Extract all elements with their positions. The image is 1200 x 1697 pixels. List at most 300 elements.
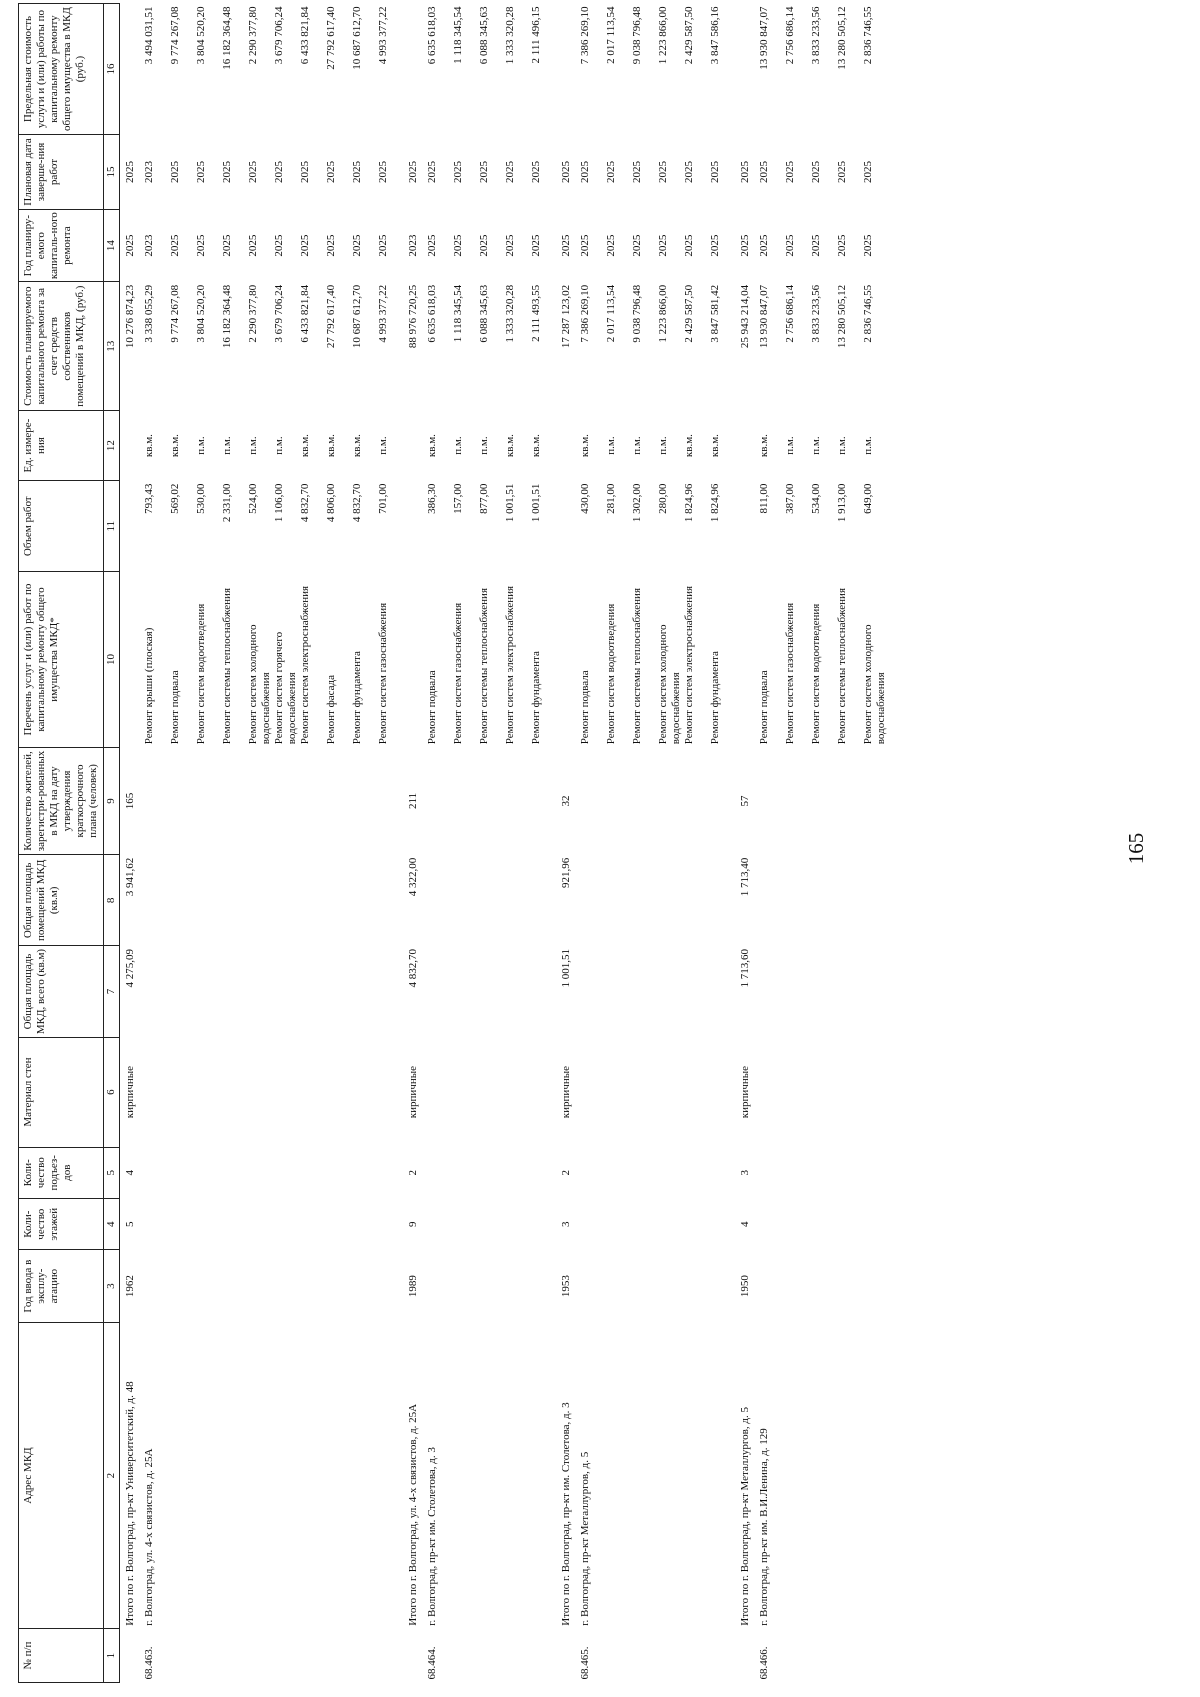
work-end-cell <box>420 135 556 210</box>
work-cost: 3 338 055,29 <box>143 284 155 343</box>
work-limit: 13 930 847,07 <box>758 6 770 70</box>
column-number: 15 <box>104 135 120 210</box>
work-volume: 1 302,00 <box>631 483 643 523</box>
work-limit: 3 833 233,56 <box>810 6 822 65</box>
floors: 3 <box>560 1221 572 1227</box>
work-name: Ремонт систем водоотведения <box>605 603 617 745</box>
work-volume: 157,00 <box>452 483 464 514</box>
work-cost: 13 930 847,07 <box>758 284 770 349</box>
work-end: 2025 <box>631 160 643 183</box>
work-end: 2025 <box>247 160 259 183</box>
entrances: 2 <box>407 1170 419 1176</box>
area-total: 4 275,09 <box>124 948 136 988</box>
work-cost: 7 386 269,10 <box>579 284 591 343</box>
work-cost-cell <box>137 282 403 411</box>
area-rooms: 4 322,00 <box>407 857 419 897</box>
work-cost: 2 836 746,55 <box>862 284 874 343</box>
work-name: Ремонт системы теплоснабжения <box>478 588 490 745</box>
object-address: г. Волгоград, ул. 4-х связистов, д. 25А <box>143 1448 155 1626</box>
work-volume-cell <box>137 481 403 572</box>
column-number: 6 <box>104 1037 120 1147</box>
work-volume-cell <box>573 481 735 572</box>
work-limit: 2 017 113,54 <box>605 6 617 64</box>
work-end-cell <box>573 135 735 210</box>
work-cost: 2 111 493,55 <box>530 284 542 342</box>
work-cost: 27 792 617,40 <box>325 284 337 349</box>
summary-row <box>735 4 752 1683</box>
work-limit: 1 118 345,54 <box>452 6 464 64</box>
column-number: 1 <box>104 1629 120 1683</box>
work-limit-cell <box>752 4 888 135</box>
work-cost: 16 182 364,48 <box>221 284 233 349</box>
work-name: Ремонт систем водоотведения <box>195 603 207 745</box>
work-year-cell <box>752 209 888 281</box>
column-number: 5 <box>104 1147 120 1198</box>
table-body <box>120 4 889 1683</box>
work-volume: 4 832,70 <box>351 483 363 523</box>
work-volume: 386,30 <box>426 483 438 514</box>
area-total: 4 832,70 <box>407 948 419 988</box>
work-year: 2025 <box>247 234 259 257</box>
work-limit: 2 111 496,15 <box>530 6 542 64</box>
column-number: 12 <box>104 410 120 480</box>
work-name-cell <box>420 572 556 747</box>
summary-address: Итого по г. Волгоград, пр-кт им. Столетова, д. 3 <box>560 1402 572 1626</box>
area-total: 1 001,51 <box>560 948 572 988</box>
work-unit: кв.м. <box>709 434 721 458</box>
work-year-cell <box>420 209 556 281</box>
work-unit: п.м. <box>657 436 669 455</box>
work-cost: 6 433 821,84 <box>299 284 311 343</box>
work-cost-cell <box>573 282 735 411</box>
work-year: 2025 <box>631 234 643 257</box>
object-row <box>420 4 556 1683</box>
object-row <box>137 4 403 1683</box>
work-cost: 2 756 686,14 <box>784 284 796 343</box>
work-year-cell <box>573 209 735 281</box>
summary-address: Итого по г. Волгоград, ул. 4-х связистов, д. 25А <box>407 1403 419 1626</box>
column-number: 3 <box>104 1250 120 1322</box>
work-limit: 3 804 520,20 <box>195 6 207 65</box>
work-limit: 2 429 587,50 <box>683 6 695 65</box>
floors: 9 <box>407 1221 419 1227</box>
work-unit: кв.м. <box>579 434 591 458</box>
work-end: 2025 <box>504 160 516 183</box>
column-header: Общая площадь МКД, всего (кв.м) <box>19 946 104 1037</box>
repair-plan-table <box>18 3 888 1683</box>
plan-year: 2023 <box>407 234 419 257</box>
end-date: 2025 <box>739 160 751 183</box>
work-end: 2025 <box>784 160 796 183</box>
work-limit: 7 386 269,10 <box>579 6 591 65</box>
work-unit: п.м. <box>631 436 643 455</box>
plan-year: 2025 <box>560 234 572 257</box>
work-unit: кв.м. <box>169 434 181 458</box>
work-end: 2025 <box>169 160 181 183</box>
work-limit: 4 993 377,22 <box>377 6 389 65</box>
work-end: 2025 <box>221 160 233 183</box>
work-limit: 16 182 364,48 <box>221 6 233 70</box>
work-cost: 1 223 866,00 <box>657 284 669 343</box>
row-number: 68.463. <box>143 1646 155 1680</box>
object-row <box>573 4 735 1683</box>
work-volume: 4 832,70 <box>299 483 311 523</box>
work-name: Ремонт систем горячего водоснабжения <box>273 631 298 745</box>
column-header: Перечень услуг и (или) работ по капитальному ремонту общего имущества МКД* <box>19 572 104 747</box>
column-header: Коли-чество подъез-дов <box>19 1147 104 1198</box>
work-cost: 1 118 345,54 <box>452 284 464 343</box>
work-year-cell <box>137 209 403 281</box>
work-limit: 1 333 320,28 <box>504 6 516 65</box>
work-year: 2025 <box>836 234 848 257</box>
work-unit: кв.м. <box>758 434 770 458</box>
end-date: 2025 <box>124 160 136 183</box>
work-name: Ремонт систем газоснабжения <box>452 602 464 745</box>
work-name: Ремонт систем холодного водоснабжения <box>862 624 887 745</box>
work-year: 2025 <box>325 234 337 257</box>
work-end: 2025 <box>530 160 542 183</box>
work-limit: 3 679 706,24 <box>273 6 285 65</box>
work-cost: 3 833 233,56 <box>810 284 822 343</box>
wall-material: кирпичные <box>560 1065 572 1119</box>
column-header: Коли-чество этажей <box>19 1198 104 1249</box>
work-name: Ремонт фундамента <box>530 651 542 745</box>
column-header: Объем работ <box>19 481 104 572</box>
work-volume: 2 331,00 <box>221 483 233 523</box>
area-rooms: 3 941,62 <box>124 857 136 897</box>
work-volume: 530,00 <box>195 483 207 514</box>
work-cost-cell <box>420 282 556 411</box>
work-year: 2025 <box>709 234 721 257</box>
work-name: Ремонт систем холодного водоснабжения <box>657 624 682 745</box>
work-cost: 4 993 377,22 <box>377 284 389 343</box>
summary-address: Итого по г. Волгоград, пр-кт Металлургов, д. 5 <box>739 1407 751 1626</box>
work-cost: 3 679 706,24 <box>273 284 285 343</box>
work-end-cell <box>752 135 888 210</box>
work-limit: 2 290 377,80 <box>247 6 259 65</box>
object-row <box>752 4 888 1683</box>
column-header: Плановая дата заверше-ния работ <box>19 135 104 210</box>
work-volume: 811,00 <box>758 483 770 514</box>
work-unit: п.м. <box>784 436 796 455</box>
work-unit: п.м. <box>810 436 822 455</box>
row-number: 68.466. <box>758 1646 770 1680</box>
work-end: 2025 <box>299 160 311 183</box>
work-name: Ремонт систем холодного водоснабжения <box>247 624 272 745</box>
work-volume: 524,00 <box>247 483 259 514</box>
work-volume: 4 806,00 <box>325 483 337 523</box>
plan-year: 2025 <box>739 234 751 257</box>
work-name: Ремонт систем электроснабжения <box>504 585 516 745</box>
work-cost: 10 687 612,70 <box>351 284 363 349</box>
work-unit: п.м. <box>478 436 490 455</box>
work-volume: 1 824,96 <box>683 483 695 523</box>
work-end: 2025 <box>683 160 695 183</box>
work-volume: 649,00 <box>862 483 874 514</box>
work-year: 2025 <box>195 234 207 257</box>
work-end: 2025 <box>426 160 438 183</box>
work-end: 2025 <box>605 160 617 183</box>
work-volume: 569,02 <box>169 483 181 514</box>
work-limit: 13 280 505,12 <box>836 6 848 70</box>
work-year: 2025 <box>579 234 591 257</box>
work-year: 2025 <box>530 234 542 257</box>
work-name: Ремонт систем водоотведения <box>810 603 822 745</box>
work-year: 2025 <box>605 234 617 257</box>
wall-material: кирпичные <box>124 1065 136 1119</box>
work-cost: 2 429 587,50 <box>683 284 695 343</box>
work-limit: 6 433 821,84 <box>299 6 311 65</box>
work-cost: 6 635 618,03 <box>426 284 438 343</box>
work-limit: 6 635 618,03 <box>426 6 438 65</box>
work-unit: п.м. <box>377 436 389 455</box>
work-limit: 2 836 746,55 <box>862 6 874 65</box>
work-year: 2025 <box>426 234 438 257</box>
work-unit: п.м. <box>273 436 285 455</box>
row-number: 68.465. <box>579 1646 591 1680</box>
work-cost: 3 847 581,42 <box>709 284 721 343</box>
work-year: 2025 <box>758 234 770 257</box>
total-cost: 25 943 214,04 <box>739 284 751 349</box>
work-name-cell <box>752 572 888 747</box>
work-end: 2025 <box>709 160 721 183</box>
entrances: 3 <box>739 1170 751 1176</box>
work-volume: 1 824,96 <box>709 483 721 523</box>
work-limit: 1 223 866,00 <box>657 6 669 65</box>
area-total: 1 713,60 <box>739 948 751 988</box>
wall-material: кирпичные <box>407 1065 419 1119</box>
work-name: Ремонт системы теплоснабжения <box>221 588 233 745</box>
work-name: Ремонт систем газоснабжения <box>377 602 389 745</box>
work-cost: 2 290 377,80 <box>247 284 259 343</box>
column-header: Количество жителей, зарегистри-рованных в МКД на дату утверждения краткосрочного плана (человек) <box>19 747 104 855</box>
work-end: 2025 <box>325 160 337 183</box>
work-volume: 430,00 <box>579 483 591 514</box>
work-year: 2025 <box>452 234 464 257</box>
column-number: 11 <box>104 481 120 572</box>
work-unit: кв.м. <box>426 434 438 458</box>
year-built: 1989 <box>407 1275 419 1298</box>
work-year: 2025 <box>377 234 389 257</box>
work-volume: 281,00 <box>605 483 617 514</box>
work-end: 2025 <box>758 160 770 183</box>
work-year: 2025 <box>504 234 516 257</box>
wall-material: кирпичные <box>739 1065 751 1119</box>
work-limit-cell <box>420 4 556 135</box>
entrances: 2 <box>560 1170 572 1176</box>
work-name: Ремонт подвала <box>426 670 438 745</box>
work-volume: 1 001,51 <box>504 483 516 523</box>
work-end: 2025 <box>273 160 285 183</box>
column-header: Адрес МКД <box>19 1322 104 1628</box>
work-end: 2025 <box>862 160 874 183</box>
work-name: Ремонт системы теплоснабжения <box>836 588 848 745</box>
work-limit: 27 792 617,40 <box>325 6 337 70</box>
work-year: 2025 <box>299 234 311 257</box>
work-year: 2025 <box>221 234 233 257</box>
work-unit: кв.м. <box>530 434 542 458</box>
plan-year: 2025 <box>124 234 136 257</box>
column-number: 13 <box>104 282 120 411</box>
work-unit: п.м. <box>247 436 259 455</box>
work-limit: 10 687 612,70 <box>351 6 363 70</box>
work-limit-cell <box>137 4 403 135</box>
entrances: 4 <box>124 1170 136 1176</box>
summary-row <box>403 4 420 1683</box>
work-unit: кв.м. <box>143 434 155 458</box>
total-cost: 17 287 123,02 <box>560 284 572 349</box>
column-header: № п/п <box>19 1629 104 1683</box>
work-volume: 1 913,00 <box>836 483 848 523</box>
work-unit: кв.м. <box>683 434 695 458</box>
column-header: Стоимость планируемого капитального ремонта за счет средств собственников помещений в МКД, (руб.) <box>19 282 104 411</box>
work-end: 2025 <box>579 160 591 183</box>
work-name: Ремонт фасада <box>325 675 337 745</box>
end-date: 2025 <box>560 160 572 183</box>
work-end: 2023 <box>143 160 155 183</box>
column-number: 16 <box>104 4 120 135</box>
work-end: 2025 <box>452 160 464 183</box>
work-year: 2025 <box>784 234 796 257</box>
summary-row <box>120 4 138 1683</box>
work-name: Ремонт подвала <box>758 670 770 745</box>
work-end: 2025 <box>836 160 848 183</box>
floors: 5 <box>124 1221 136 1227</box>
work-cost-cell <box>752 282 888 411</box>
work-unit: кв.м. <box>351 434 363 458</box>
object-address: г. Волгоград, пр-кт им. Столетова, д. 3 <box>426 1447 438 1626</box>
work-name: Ремонт фундамента <box>709 651 721 745</box>
work-volume: 534,00 <box>810 483 822 514</box>
work-unit: п.м. <box>452 436 464 455</box>
year-built: 1962 <box>124 1275 136 1298</box>
work-year: 2025 <box>657 234 669 257</box>
column-number: 8 <box>104 855 120 946</box>
page-number: 165 <box>1124 832 1148 865</box>
work-year: 2025 <box>169 234 181 257</box>
work-name-cell <box>137 572 403 747</box>
work-volume: 387,00 <box>784 483 796 514</box>
column-header: Год ввода в эксплу-атацию <box>19 1250 104 1322</box>
work-limit: 9 774 267,08 <box>169 6 181 65</box>
end-date: 2025 <box>407 160 419 183</box>
work-unit: кв.м. <box>325 434 337 458</box>
work-year: 2025 <box>478 234 490 257</box>
work-limit: 6 088 345,63 <box>478 6 490 65</box>
year-built: 1950 <box>739 1275 751 1298</box>
year-built: 1953 <box>560 1275 572 1298</box>
residents: 57 <box>739 795 751 807</box>
work-cost: 1 333 320,28 <box>504 284 516 343</box>
work-limit: 3 494 031,51 <box>143 6 155 65</box>
work-end: 2025 <box>195 160 207 183</box>
work-unit-cell <box>573 410 735 480</box>
work-name: Ремонт крыши (плоская) <box>143 627 155 745</box>
work-cost: 9 774 267,08 <box>169 284 181 343</box>
work-unit-cell <box>137 410 403 480</box>
residents: 165 <box>124 792 136 810</box>
work-unit: п.м. <box>605 436 617 455</box>
work-unit: кв.м. <box>299 434 311 458</box>
work-name: Ремонт подвала <box>579 670 591 745</box>
work-limit-cell <box>573 4 735 135</box>
work-unit: п.м. <box>862 436 874 455</box>
work-unit-cell <box>420 410 556 480</box>
work-end: 2025 <box>377 160 389 183</box>
area-rooms: 921,96 <box>560 857 572 888</box>
total-cost: 10 276 874,23 <box>124 284 136 349</box>
work-volume-cell <box>420 481 556 572</box>
summary-row <box>556 4 573 1683</box>
total-cost: 88 976 720,25 <box>407 284 419 349</box>
work-name: Ремонт подвала <box>169 670 181 745</box>
work-cost: 6 088 345,63 <box>478 284 490 343</box>
work-cost: 2 017 113,54 <box>605 284 617 343</box>
work-volume: 701,00 <box>377 483 389 514</box>
work-cost: 3 804 520,20 <box>195 284 207 343</box>
work-name-cell <box>573 572 735 747</box>
work-year: 2025 <box>862 234 874 257</box>
work-volume: 280,00 <box>657 483 669 514</box>
work-name: Ремонт систем электроснабжения <box>299 585 311 745</box>
column-header: Предельная стоимость услуги и (или) работы по капитальному ремонту общего имущества в МКД (руб.) <box>19 4 104 135</box>
work-year: 2025 <box>683 234 695 257</box>
work-end: 2025 <box>810 160 822 183</box>
work-limit: 2 756 686,14 <box>784 6 796 65</box>
column-number: 9 <box>104 747 120 855</box>
work-volume: 877,00 <box>478 483 490 514</box>
work-end: 2025 <box>478 160 490 183</box>
work-cost: 9 038 796,48 <box>631 284 643 343</box>
column-number: 10 <box>104 572 120 747</box>
work-volume: 1 106,00 <box>273 483 285 523</box>
area-rooms: 1 713,40 <box>739 857 751 897</box>
work-end: 2025 <box>657 160 669 183</box>
column-header: Ед. измере-ния <box>19 410 104 480</box>
column-header: Материал стен <box>19 1037 104 1147</box>
work-volume: 793,43 <box>143 483 155 514</box>
work-unit: п.м. <box>221 436 233 455</box>
work-year: 2023 <box>143 234 155 257</box>
work-year: 2025 <box>810 234 822 257</box>
column-number: 7 <box>104 946 120 1037</box>
column-number: 2 <box>104 1322 120 1628</box>
work-name: Ремонт систем электроснабжения <box>683 585 695 745</box>
work-end: 2025 <box>351 160 363 183</box>
work-name: Ремонт систем газоснабжения <box>784 602 796 745</box>
column-number: 4 <box>104 1198 120 1249</box>
work-unit: п.м. <box>195 436 207 455</box>
column-header: Общая площадь помещений МКД (кв.м) <box>19 855 104 946</box>
work-unit: кв.м. <box>504 434 516 458</box>
row-number: 68.464. <box>426 1646 438 1680</box>
summary-address: Итого по г. Волгоград, пр-кт Университетский, д. 48 <box>124 1381 136 1626</box>
floors: 4 <box>739 1221 751 1227</box>
column-number: 14 <box>104 209 120 281</box>
work-year: 2025 <box>351 234 363 257</box>
work-name: Ремонт фундамента <box>351 651 363 745</box>
work-name: Ремонт системы теплоснабжения <box>631 588 643 745</box>
object-address: г. Волгоград, пр-кт им. В.И.Ленина, д. 129 <box>758 1428 770 1626</box>
table-header <box>19 4 120 1683</box>
work-unit: п.м. <box>836 436 848 455</box>
work-volume: 1 001,51 <box>530 483 542 523</box>
residents: 32 <box>560 795 572 807</box>
work-limit: 3 847 586,16 <box>709 6 721 65</box>
column-header: Год планиру-емого капиталь-ного ремонта <box>19 209 104 281</box>
work-unit-cell <box>752 410 888 480</box>
work-limit: 9 038 796,48 <box>631 6 643 65</box>
